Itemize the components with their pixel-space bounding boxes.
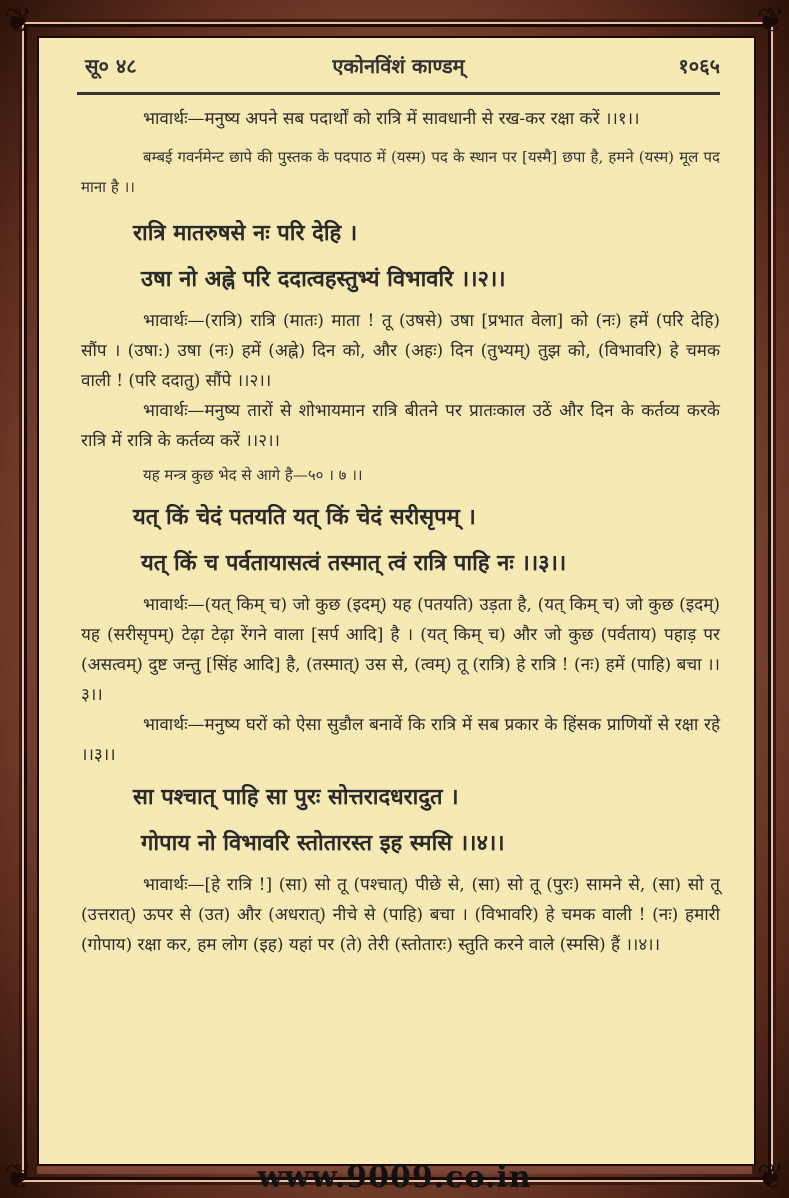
website-url[interactable]: www.9009.co.in (257, 1160, 532, 1195)
bhavarth-paragraph: भावार्थः—(यत् किम् च) जो कुछ (इदम्) यह (पतयति) उड़ता है, (यत् किम् च) जो कुछ (इदम्) यह (सरीसृपम्) टेढ़ा टेढ़ा रेंगने वाला [सर्प आदि] है । (यत् किम् च) और जो कुछ (पर्वताय) पहाड़ पर (असत्वम्) दुष्ट जन्तु [सिंह आदि] है, (तस्मात्) उस से, (त्वम्) तू (रात्रि) हे रात्रि ! (नः) हमें (पाहि) बचा ।।३।। (81, 595, 720, 705)
mantra-line: उषा नो अह्ने परि ददात्वहस्तुभ्यं विभावरि ।।२।। (141, 266, 506, 292)
bhavarth-paragraph: भावार्थः—[हे रात्रि !] (सा) सो तू (पश्चात्) पीछे से, (सा) सो तू (पुरः) सामने से, (सा) सो तू (उत्तरात्) ऊपर से (उत) और (अधरात्) नीचे से (पाहि) बचा । (विभावरि) हे चमक वाली ! (नः) हमारी (गोपाय) रक्षा कर, हम लोग (इह) यहां पर (ते) तेरी (स्तोतारः) स्तुति करने वाले (स्मसि) हैं ।।४।। (81, 875, 720, 955)
header-rule (77, 92, 720, 95)
mantra-line: यत् किं च पर्वतायासत्वं तस्मात् त्वं रात्रि पाहि नः ।।३।। (141, 550, 567, 576)
page-header (77, 52, 720, 82)
bhavarth-paragraph: भावार्थः—मनुष्य अपने सब पदार्थों को रात्रि में सावधानी से रख-कर रक्षा करें ।।१।। (143, 109, 640, 129)
page-number: १०६५ (678, 54, 720, 78)
chapter-title: एकोनविंशं काण्डम् (332, 54, 465, 78)
editor-note: यह मन्त्र कुछ भेद से आगे है—५० । ७ ।। (143, 466, 363, 484)
corner-ornament-icon: ❦ (756, 1, 785, 41)
page-content (81, 104, 720, 960)
mantra-line: यत् किं चेदं पतयति यत् किं चेदं सरीसृपम् । (133, 504, 476, 530)
book-page (37, 36, 756, 1166)
bhavarth-paragraph: भावार्थः—(रात्रि) रात्रि (मातः) माता ! तू (उषसे) उषा [प्रभात वेला] को (नः) हमें (परि देहि) सौंप । (उषा:) उषा (नः) हमें (अह्ने) दिन को, और (अहः) दिन (तुभ्यम्) तुझ को, (विभावरि) हे चमक वाली ! (परि ददातु) सौंपे ।।२।। (81, 311, 720, 391)
editor-note: बम्बई गवर्नमेन्ट छापे की पुस्तक के पदपाठ में (यस्म) पद के स्थान पर [यस्मै] छपा है, हमने (यस्म) मूल पद माना है ।। (81, 148, 720, 196)
mantra-line: रात्रि मातरुषसे नः परि देहि । (133, 220, 358, 246)
sukta-number: सू० ४८ (85, 54, 137, 78)
bhavarth-paragraph: भावार्थः—मनुष्य घरों को ऐसा सुडौल बनावें कि रात्रि में सब प्रकार के हिंसक प्राणियों से रक्षा रहे ।।३।। (81, 715, 720, 765)
corner-ornament-icon: ❦ (4, 1, 33, 41)
mantra-line: सा पश्चात् पाहि सा पुरः सोत्तरादधरादुत । (133, 784, 459, 810)
corner-ornament-icon: ❦ (756, 1157, 785, 1197)
bhavarth-paragraph: भावार्थः—मनुष्य तारों से शोभायमान रात्रि बीतने पर प्रातःकाल उठें और दिन के कर्तव्य करके रात्रि में रात्रि के कर्तव्य करें ।।२।। (81, 401, 720, 451)
mantra-line: गोपाय नो विभावरि स्तोतारस्त इह स्मसि ।।४।। (141, 830, 505, 856)
site-footer (0, 1158, 789, 1198)
corner-ornament-icon: ❦ (4, 1157, 33, 1197)
